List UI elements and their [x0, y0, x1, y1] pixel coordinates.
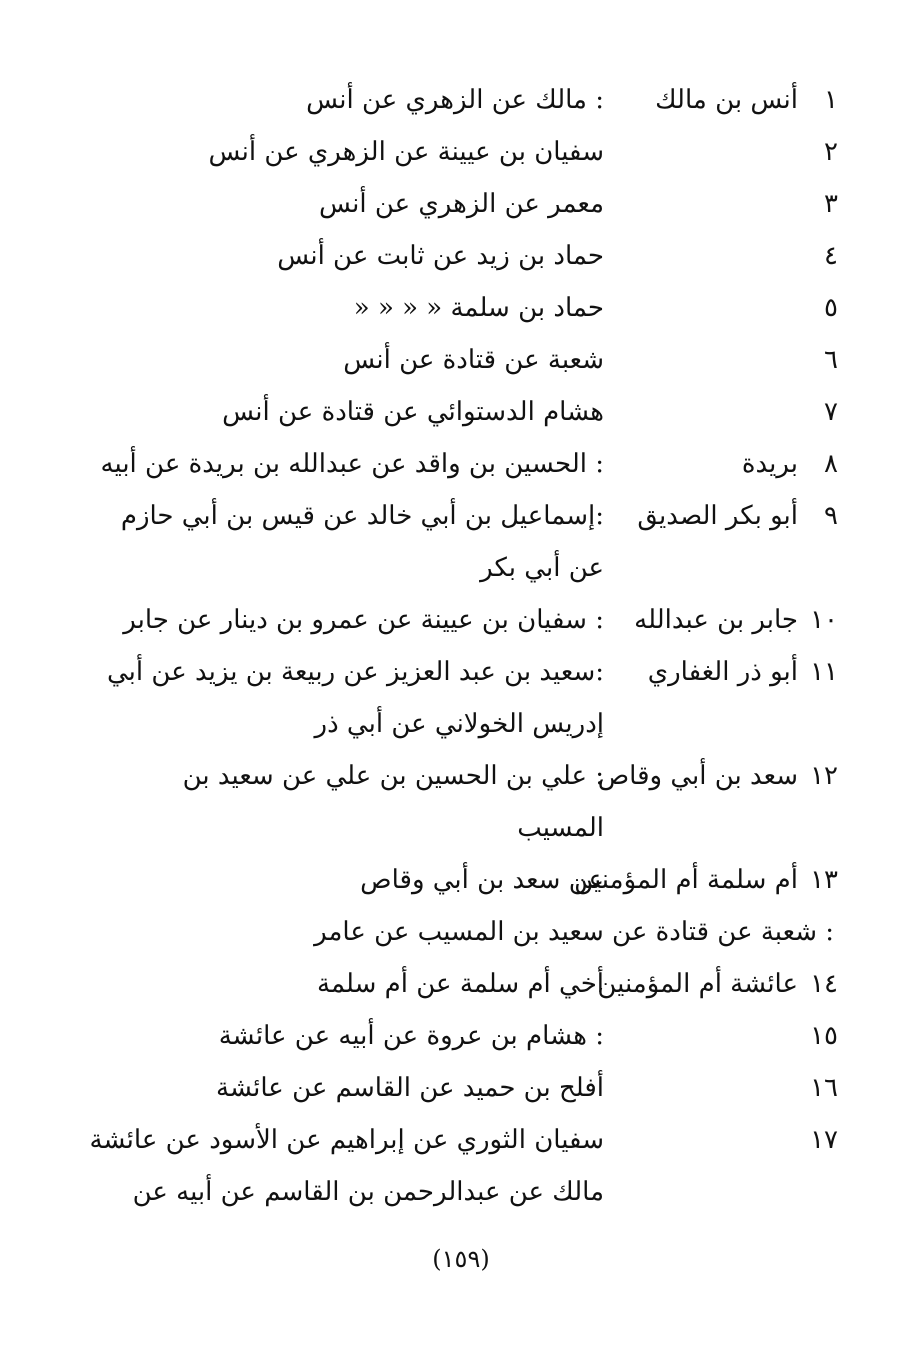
- list-item-continuation: [0, 542, 922, 594]
- narrator-name: أم سلمة أم المؤمنين: [574, 865, 798, 895]
- narrator-name: أبو ذر الغفاري: [647, 657, 798, 687]
- isnad-chain: سفيان بن عيينة عن الزهري عن أنس: [208, 137, 604, 167]
- list-item: [0, 334, 922, 386]
- list-item-continuation: [0, 802, 922, 854]
- row-number: ٨: [824, 449, 838, 479]
- list-item: [0, 438, 922, 490]
- row-number: ٦: [824, 345, 838, 375]
- list-item: [0, 74, 922, 126]
- isnad-chain: : هشام بن عروة عن أبيه عن عائشة: [218, 1021, 604, 1051]
- row-number: ٩: [824, 501, 838, 531]
- isnad-chain: عن سعد بن أبي وقاص: [360, 865, 604, 895]
- row-number: ١١: [810, 657, 838, 687]
- isnad-chain-continuation: مالك عن عبدالرحمن بن القاسم عن أبيه عن: [132, 1177, 604, 1207]
- list-item: [0, 490, 922, 542]
- narrator-name: بريدة: [741, 449, 798, 479]
- isnad-chain: :إسماعيل بن أبي خالد عن قيس بن أبي حازم: [120, 501, 604, 531]
- list-item-continuation: [0, 906, 922, 958]
- isnad-chain: حماد بن زيد عن ثابت عن أنس: [277, 241, 604, 271]
- list-item: [0, 1114, 922, 1166]
- isnad-chain: شعبة عن قتادة عن أنس: [343, 345, 604, 375]
- isnad-chain: حماد بن سلمة « « « «: [353, 293, 604, 323]
- list-item: [0, 958, 922, 1010]
- isnad-chain-continuation: المسيب: [517, 813, 604, 843]
- narrator-name: سعد بن أبي وقاص: [597, 761, 798, 791]
- list-item: [0, 594, 922, 646]
- row-number: ٤: [824, 241, 838, 271]
- row-number: ٢: [824, 137, 838, 167]
- row-number: ١٤: [810, 969, 838, 999]
- list-item: [0, 126, 922, 178]
- isnad-chain: : مالك عن الزهري عن أنس: [306, 85, 604, 115]
- list-item-continuation: [0, 1166, 922, 1218]
- isnad-chain: أخي أم سلمة عن أم سلمة: [317, 969, 604, 999]
- isnad-chain: أفلح بن حميد عن القاسم عن عائشة: [216, 1073, 604, 1103]
- list-item: [0, 178, 922, 230]
- list-item: [0, 230, 922, 282]
- narrator-name: أبو بكر الصديق: [637, 501, 798, 531]
- isnad-chain: : الحسين بن واقد عن عبدالله بن بريدة عن أبيه: [100, 449, 604, 479]
- row-number: ٧: [824, 397, 838, 427]
- row-number: ١٦: [810, 1073, 838, 1103]
- row-number: ١٢: [810, 761, 838, 791]
- list-item: [0, 282, 922, 334]
- isnad-chain: معمر عن الزهري عن أنس: [318, 189, 604, 219]
- isnad-chain: : سفيان بن عيينة عن عمرو بن دينار عن جابر: [123, 605, 604, 635]
- isnad-chain: : علي بن الحسين بن علي عن سعيد بن: [182, 761, 604, 791]
- list-item: [0, 386, 922, 438]
- row-number: ١: [824, 85, 838, 115]
- page-number: (١٥٩): [432, 1245, 490, 1273]
- isnad-chain-continuation: إدريس الخولاني عن أبي ذر: [314, 709, 604, 739]
- isnad-chain-continuation: عن أبي بكر: [480, 553, 604, 583]
- list-item: [0, 1062, 922, 1114]
- row-number: ٥: [824, 293, 838, 323]
- row-number: ١٣: [810, 865, 838, 895]
- narrator-name: عائشة أم المؤمنين: [597, 969, 798, 999]
- narrator-name: أنس بن مالك: [655, 85, 798, 115]
- isnad-chain: سفيان الثوري عن إبراهيم عن الأسود عن عائشة: [89, 1125, 604, 1155]
- list-item: [0, 1010, 922, 1062]
- isnad-chain: :سعيد بن عبد العزيز عن ربيعة بن يزيد عن أبي: [107, 657, 604, 687]
- row-number: ٣: [824, 189, 838, 219]
- isnad-chain-continuation: : شعبة عن قتادة عن سعيد بن المسيب عن عامر: [314, 917, 834, 947]
- list-item: [0, 750, 922, 802]
- narrator-name: جابر بن عبدالله: [634, 605, 798, 635]
- list-item-continuation: [0, 698, 922, 750]
- isnad-chain: هشام الدستوائي عن قتادة عن أنس: [222, 397, 604, 427]
- row-number: ١٧: [810, 1125, 838, 1155]
- list-item: [0, 646, 922, 698]
- row-number: ١٠: [810, 605, 838, 635]
- row-number: ١٥: [810, 1021, 838, 1051]
- list-item: [0, 854, 922, 906]
